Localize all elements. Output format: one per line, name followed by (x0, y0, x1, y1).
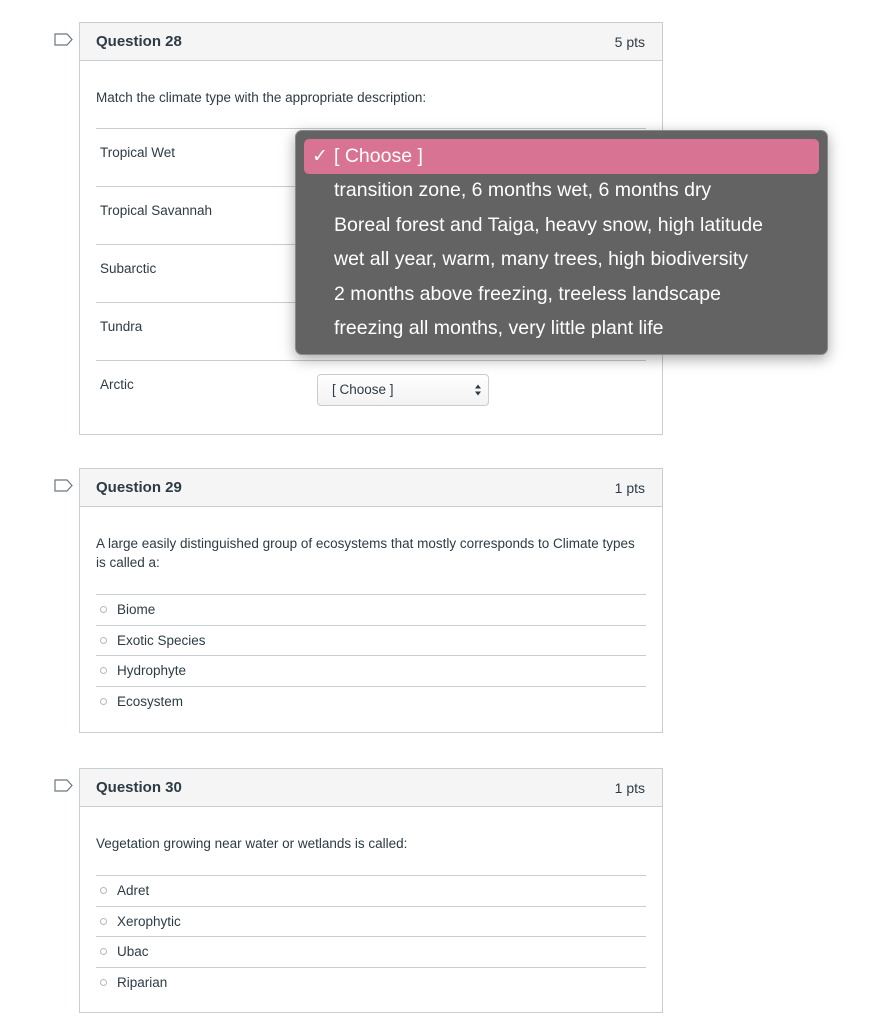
select-arrows-icon (474, 383, 482, 397)
answer-label: Adret (117, 883, 150, 899)
radio-button-icon[interactable] (100, 918, 107, 925)
match-row (96, 360, 646, 418)
flag-question-icon[interactable] (54, 33, 74, 46)
question-title: Question 30 (96, 779, 182, 796)
radio-button-icon[interactable] (100, 698, 107, 705)
question-title: Question 28 (96, 33, 182, 50)
question-text: Vegetation growing near water or wetlands is called: (96, 836, 408, 851)
question-30 (79, 768, 663, 1013)
answer-label: Ecosystem (117, 693, 184, 709)
dropdown-option-choose[interactable] (304, 139, 819, 174)
question-points: 1 pts (614, 779, 645, 796)
dropdown-option-label: transition zone, 6 months wet, 6 months dry (334, 179, 712, 202)
question-points: 5 pts (614, 33, 645, 50)
question-text: Match the climate type with the appropriate description: (96, 90, 427, 105)
radio-button-icon[interactable] (100, 667, 107, 674)
arctic-select[interactable] (317, 374, 489, 406)
match-label: Tundra (100, 319, 143, 334)
question-text: A large easily distinguished group of ecosystems that mostly corresponds to Climate types is called a: (96, 536, 635, 570)
select-value: [ Choose ] (332, 382, 394, 397)
radio-button-icon[interactable] (100, 637, 107, 644)
radio-button-icon[interactable] (100, 887, 107, 894)
answer-option[interactable] (96, 594, 646, 625)
question-title: Question 29 (96, 479, 182, 496)
question-header (80, 769, 662, 807)
flag-question-icon[interactable] (54, 779, 74, 792)
question-points: 1 pts (614, 479, 645, 496)
match-label: Tropical Wet (100, 145, 176, 160)
answer-label: Biome (117, 602, 156, 618)
radio-button-icon[interactable] (100, 948, 107, 955)
dropdown-option[interactable] (304, 312, 819, 347)
radio-button-icon[interactable] (100, 979, 107, 986)
checkmark-icon: ✓ (312, 145, 328, 167)
flag-question-icon[interactable] (54, 479, 74, 492)
answer-option[interactable] (96, 686, 646, 717)
question-header (80, 23, 662, 61)
answer-label: Ubac (117, 944, 149, 960)
answer-option[interactable] (96, 875, 646, 906)
match-label: Subarctic (100, 261, 157, 276)
dropdown-option[interactable] (304, 208, 819, 243)
dropdown-option[interactable] (304, 277, 819, 312)
question-29 (79, 468, 663, 733)
answer-label: Xerophytic (117, 913, 181, 929)
dropdown-option-label: Boreal forest and Taiga, heavy snow, high latitude (334, 213, 763, 236)
answer-option[interactable] (96, 655, 646, 686)
dropdown-option-label: 2 months above freezing, treeless landscape (334, 282, 721, 305)
answer-label: Riparian (117, 974, 168, 990)
match-label: Tropical Savannah (100, 203, 213, 218)
dropdown-option[interactable] (304, 174, 819, 209)
answer-option[interactable] (96, 967, 646, 998)
radio-button-icon[interactable] (100, 606, 107, 613)
answer-option[interactable] (96, 936, 646, 967)
select-dropdown-menu (295, 130, 828, 355)
match-label: Arctic (100, 377, 134, 392)
answer-option[interactable] (96, 625, 646, 656)
dropdown-option-label: [ Choose ] (334, 144, 423, 167)
dropdown-option-label: wet all year, warm, many trees, high biodiversity (334, 248, 748, 271)
answer-label: Exotic Species (117, 632, 206, 648)
dropdown-option[interactable] (304, 243, 819, 278)
dropdown-option-label: freezing all months, very little plant life (334, 317, 664, 340)
question-header (80, 469, 662, 507)
answer-option[interactable] (96, 906, 646, 937)
answer-label: Hydrophyte (117, 663, 187, 679)
